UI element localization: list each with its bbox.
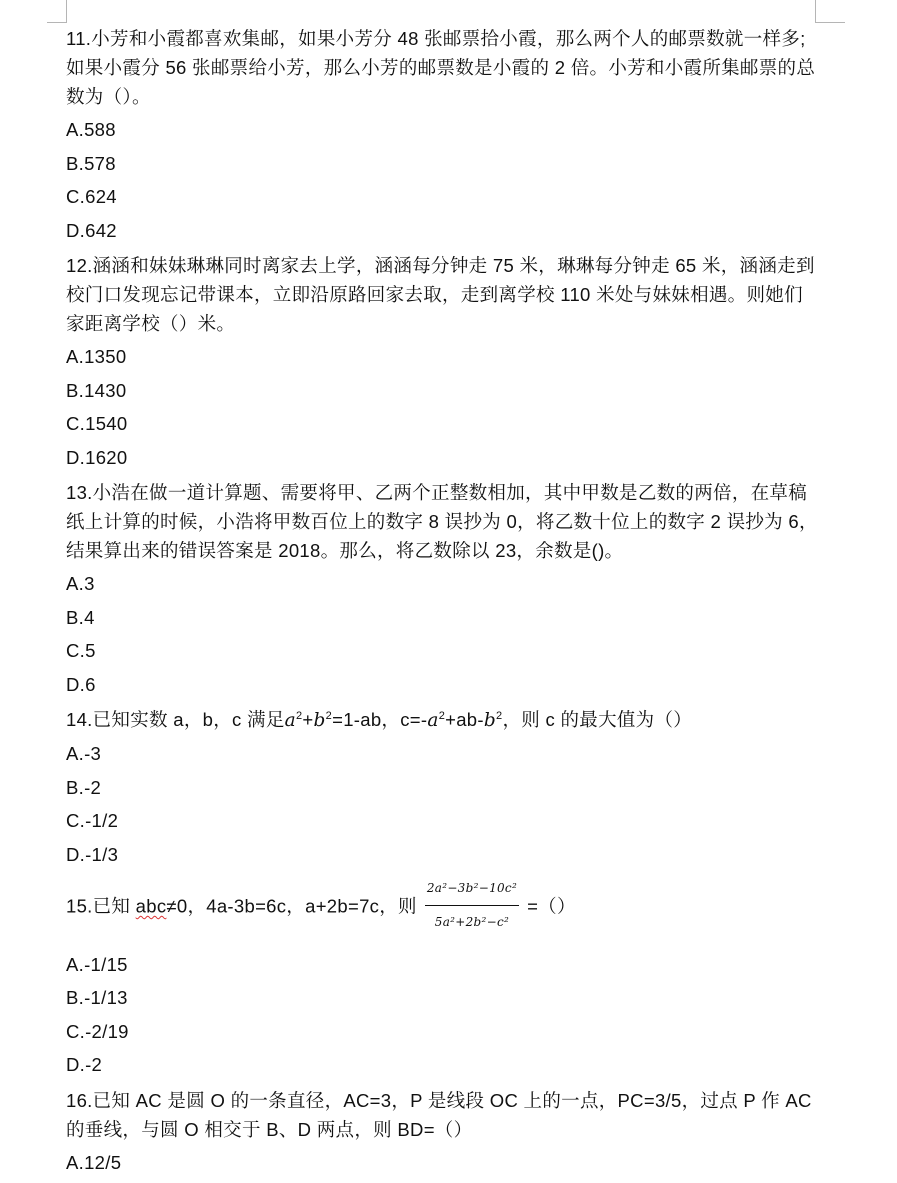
option-d: D.-2	[66, 1054, 103, 1075]
option-b: B.-2	[66, 776, 102, 798]
option-a: A.-1/15	[66, 953, 128, 975]
question-number: 11.	[66, 28, 92, 49]
option-a: A.3	[66, 573, 95, 594]
option-d: D.6	[66, 673, 96, 695]
question-text-part: =1-ab，c=-	[332, 709, 428, 730]
math-b: b	[313, 710, 326, 731]
question-text-part: +ab-	[445, 709, 484, 730]
option-a: A.-3	[66, 743, 102, 764]
question-text: 小浩在做一道计算题、需要将甲、乙两个正整数相加，其中甲数是乙数的两倍，在草稿纸上计算的时候，小浩将甲数百位上的数字 8 误抄为 0，将乙数十位上的数字 2 误抄为 6，结果算出来的错误答案是 2018。那么，将乙数除以 23，余数是()。	[66, 482, 818, 561]
math-exponent: 2	[325, 709, 333, 722]
option-a: A.12/5	[66, 1151, 122, 1173]
question-14	[66, 705, 818, 735]
document-body	[66, 24, 818, 1183]
option-b: B.-1/13	[66, 987, 128, 1008]
math-exponent: 2	[438, 709, 446, 722]
question-number: 15.	[66, 894, 93, 916]
question-number: 14.	[66, 709, 93, 730]
option-c: C.624	[66, 186, 117, 207]
option-c: C.5	[66, 640, 96, 661]
math-a: a	[284, 710, 296, 731]
option-d: D.-1/3	[66, 843, 119, 865]
spellcheck-underlined-word: abc	[135, 894, 167, 916]
margin-corner-top-right	[815, 0, 845, 23]
question-text-part: 已知实数 a，b，c 满足	[92, 709, 285, 730]
question-11	[66, 24, 818, 111]
fraction-denominator: 5a²+2b²−c²	[434, 914, 510, 929]
option-a: A.1350	[66, 346, 127, 367]
math-b: b	[483, 710, 497, 731]
question-text: 小芳和小霞都喜欢集邮，如果小芳分 48 张邮票拾小霞，那么两个人的邮票数就一样多;如果小霞分 56 张邮票给小芳，那么小芳的邮票数是小霞的 2 倍。小芳和小霞所集邮票的总数为（）。	[66, 28, 816, 107]
question-text: 已知 AC 是圆 O 的一条直径，AC=3，P 是线段 OC 上的一点，PC=3/5，过点 P 作 AC 的垂线，与圆 O 相交于 B、D 两点，则 BD=（）	[66, 1089, 812, 1140]
option-d: D.642	[66, 219, 117, 241]
question-12	[66, 251, 818, 338]
question-text-part: =（）	[527, 894, 576, 916]
question-13	[66, 478, 818, 565]
fraction-expression	[425, 874, 519, 937]
question-number: 13.	[66, 482, 93, 503]
math-plus: +	[302, 709, 314, 730]
question-text-part: 已知	[92, 894, 136, 916]
math-exponent: 2	[295, 709, 303, 722]
option-b: B.4	[66, 606, 95, 628]
question-15	[66, 876, 818, 939]
option-c: C.-2/19	[66, 1020, 129, 1042]
question-text-part: ，则 c 的最大值为（）	[502, 709, 693, 730]
option-d: D.1620	[66, 446, 128, 468]
question-text: 涵涵和妹妹琳琳同时离家去上学，涵涵每分钟走 75 米，琳琳每分钟走 65 米，涵涵走到校门口发现忘记带课本，立即沿原路回家去取，走到离学校 110 米处与妹妹相遇。则她们家距离学校（）米。	[66, 255, 815, 334]
option-c: C.1540	[66, 413, 128, 434]
option-a: A.588	[66, 119, 116, 140]
question-number: 12.	[66, 255, 93, 276]
option-b: B.1430	[66, 379, 127, 401]
question-16	[66, 1086, 818, 1144]
math-a: a	[427, 710, 439, 731]
math-exponent: 2	[496, 709, 503, 722]
question-number: 16.	[66, 1089, 93, 1111]
question-text-part: ≠0，4a-3b=6c，a+2b=7c，则	[166, 894, 417, 916]
margin-corner-top-left	[47, 0, 67, 23]
option-b: B.578	[66, 152, 116, 174]
option-c: C.-1/2	[66, 810, 119, 831]
fraction-numerator: 2a²−3b²−10c²	[425, 874, 519, 906]
